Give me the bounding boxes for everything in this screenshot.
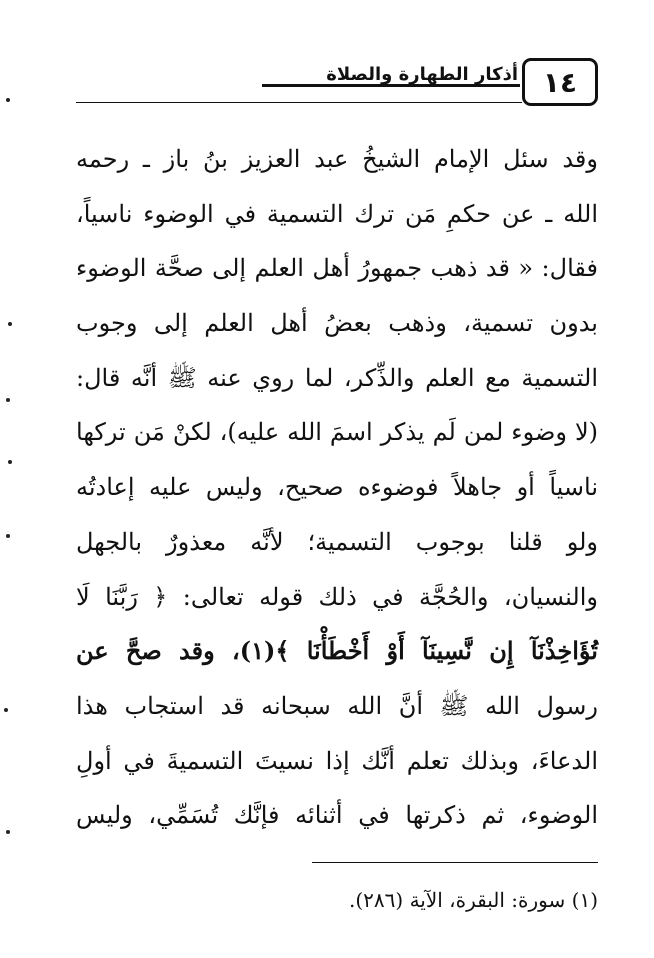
- text-line: رسول الله ﷺ أنَّ الله سبحانه قد استجاب هذا: [76, 691, 598, 720]
- scan-speck: [8, 322, 12, 326]
- scan-speck: [6, 398, 10, 402]
- text-line: والنسيان، والحُجَّة في ذلك قوله تعالى: ﴿ رَبَّنَا لَا: [76, 582, 598, 611]
- text-line: ناسياً أو جاهلاً فوضوءه صحيح، وليس عليه إعادتُه: [76, 473, 598, 502]
- text-line: فقال: « قد ذهب جمهورُ أهل العلم إلى صحَّة الوضوء: [76, 254, 598, 283]
- page-number: ١٤: [542, 65, 578, 99]
- text-line: الدعاءَ، وبذلك تعلم أنَّك إذا نسيتَ التسميةَ في أولِ: [76, 746, 598, 775]
- page-header: [76, 58, 600, 112]
- footnote-separator: [312, 862, 598, 863]
- running-title: أذكار الطهارة والصلاة: [326, 64, 518, 85]
- text-line: التسمية مع العلم والذِّكر، لما روي عنه ﷺ أنَّه قال:: [76, 363, 598, 392]
- scan-speck: [6, 830, 10, 834]
- body-text: [76, 132, 598, 843]
- text-line: بدون تسمية، وذهب بعضُ أهل العلم إلى وجوب: [76, 309, 598, 338]
- page-number-box: [522, 58, 598, 106]
- text-line: ولو قلنا بوجوب التسمية؛ لأنَّه معذورٌ بالجهل: [76, 527, 598, 556]
- scan-speck: [6, 98, 10, 102]
- quran-verse-line: تُؤَاخِذْنَآ إِن نَّسِينَآ أَوْ أَخْطَأْنَا ﴾(١)، وقد صحَّ عن: [76, 636, 598, 666]
- text-line: وقد سئل الإمام الشيخُ عبد العزيز بنُ باز ـ رحمه: [76, 145, 598, 173]
- header-underline: [76, 102, 522, 103]
- scan-speck: [4, 708, 8, 712]
- scan-speck: [6, 534, 10, 538]
- scan-speck: [8, 460, 12, 464]
- text-line: الله ـ عن حكمِ مَن ترك التسمية في الوضوء ناسياً،: [76, 199, 598, 228]
- text-line: (لا وضوء لمن لَم يذكر اسمَ الله عليه)، لكنْ مَن تركها: [76, 418, 598, 447]
- footnote: (١) سورة: البقرة، الآية (٢٨٦).: [349, 888, 598, 912]
- text-line: الوضوء، ثم ذكرتها في أثنائه فإنَّك تُسَمِّي، وليس: [76, 801, 598, 830]
